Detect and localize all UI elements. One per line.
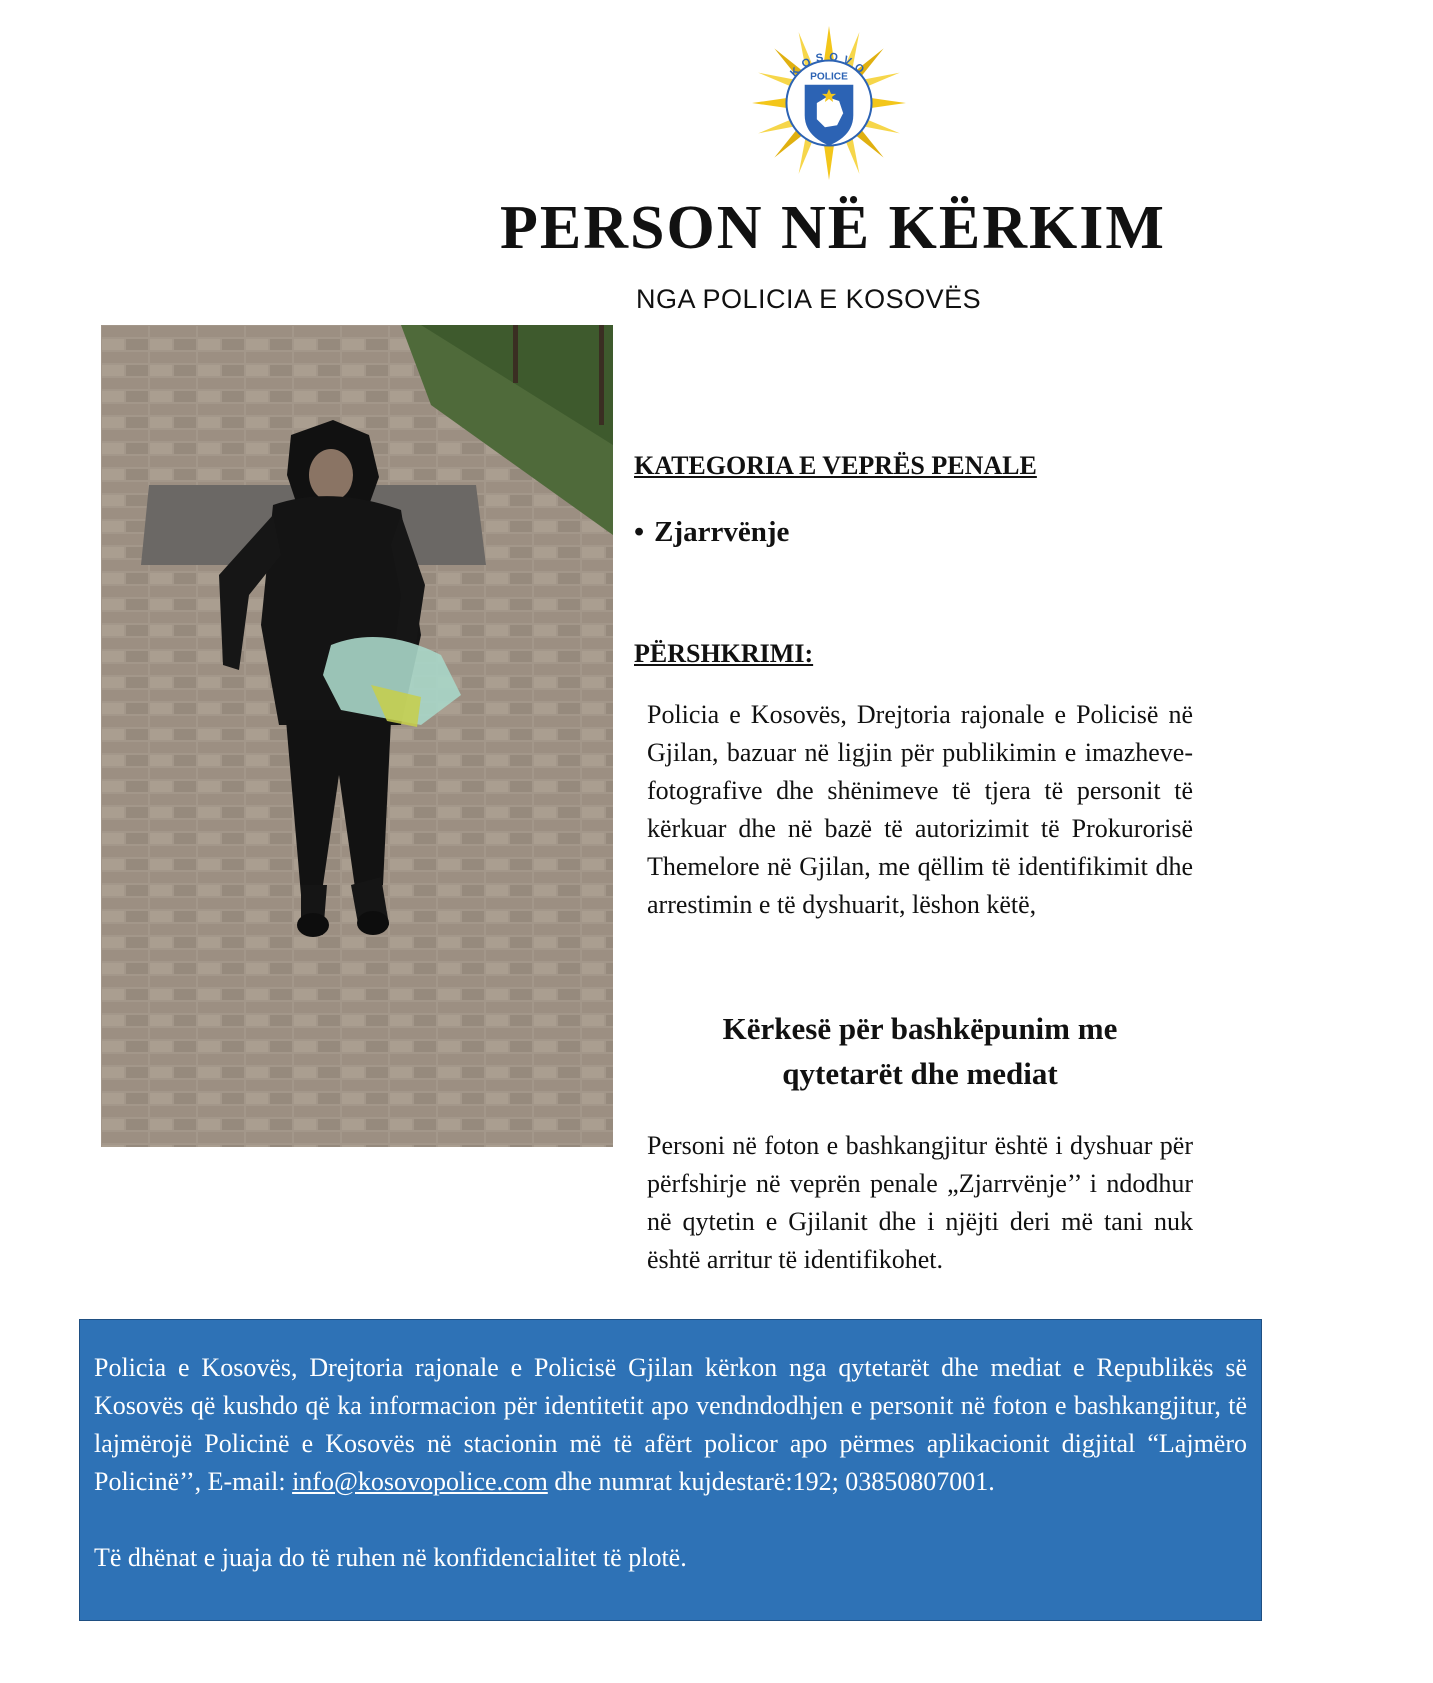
suspect-photo [101,325,613,1147]
contact-text-after: dhe numrat kujdestarë:192; 03850807001. [554,1467,995,1496]
description-text: Policia e Kosovës, Drejtoria rajonale e Policisë në Gjilan, bazuar në ligjin për publikimin e imazheve-fotografive dhe shënimeve të tjera të personit të kërkuar dhe në bazë të autorizimit të Prokurorisë Themelore në Gjilan, me qëllim të identifikimit dhe arrestimin e të dyshuarit, lëshon këtë, [647,700,1193,919]
contact-box [79,1319,1262,1621]
request-heading [660,1006,1180,1096]
request-line-2: qytetarët dhe mediat [782,1056,1058,1091]
email-link[interactable]: info@kosovopolice.com [292,1467,548,1496]
bullet-icon: • [634,516,645,548]
description-label: PËRSHKRIMI: [634,639,814,668]
logo-ring-text: KOSOVO [788,51,870,80]
category-label: KATEGORIA E VEPRËS PENALE [634,451,1037,480]
page-title: PERSON NË KËRKIM [500,194,1166,262]
page-subtitle: NGA POLICIA E KOSOVËS [636,284,982,314]
contact-text [94,1349,1247,1501]
contact-text-before: Policia e Kosovës, Drejtoria rajonale e Policisë Gjilan kërkon nga qytetarët dhe mediat e Republikës së Kosovës që kushdo që ka informacion për identitetit apo vendndodhjen e personit në foton e bashkangjitur, të lajmërojë Policinë e Kosovës në stacionin më të afërt policor apo përmes aplikacionit digjital “Lajmëro Policinë’’, E-mail: [94,1353,1247,1496]
kosovo-police-logo [748,22,910,184]
category-item-text: Zjarrvënje [654,516,790,548]
logo-inner-text: POLICE [810,71,848,83]
confidentiality-note: Të dhënat e juaja do të ruhen në konfidencialitet të plotë. [94,1543,687,1572]
suspect-text: Personi në foton e bashkangjitur është i dyshuar për përfshirje në veprën penale „Zjarrvënje’’ i ndodhur në qytetin e Gjilanit dhe i njëjti deri më tani nuk është arritur të identifikohet. [647,1131,1193,1274]
category-item [634,512,789,552]
request-line-1: Kërkesë për bashkëpunim me [722,1011,1118,1046]
